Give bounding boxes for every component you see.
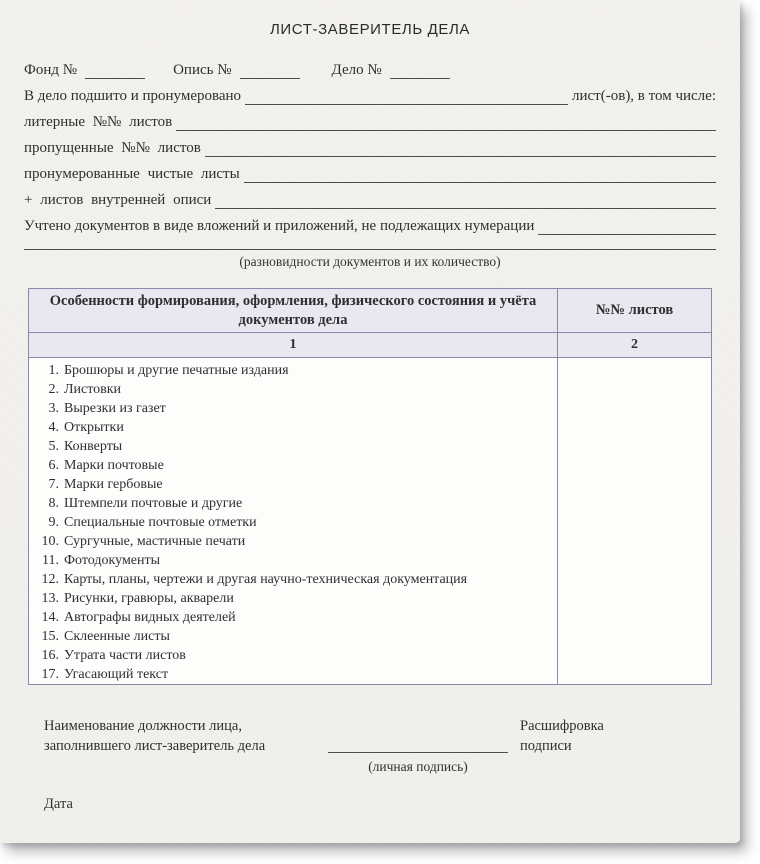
item-text: Сургучные, мастичные печати bbox=[64, 534, 246, 549]
enclosures-continuation-row bbox=[24, 235, 716, 250]
item-text: Открытки bbox=[64, 420, 124, 435]
signature-block bbox=[44, 716, 716, 777]
item-text: Карты, планы, чертежи и другая научно-техническая документация bbox=[64, 572, 468, 587]
item-text: Марки гербовые bbox=[64, 477, 163, 492]
item-text: Автографы видных деятелей bbox=[64, 610, 236, 625]
item-text: Брошюры и другие печатные издания bbox=[64, 363, 289, 378]
table-row bbox=[35, 437, 553, 456]
item-number: 3. bbox=[48, 401, 59, 416]
item-number: 11. bbox=[42, 553, 59, 568]
table-row bbox=[35, 494, 553, 513]
internal-inventory-row bbox=[24, 183, 716, 209]
fond-number-blank bbox=[85, 61, 145, 79]
table-row bbox=[35, 608, 553, 627]
personal-signature-blank bbox=[328, 736, 508, 753]
delo-number-blank bbox=[390, 61, 450, 79]
personal-signature-caption: (личная подпись) bbox=[368, 759, 468, 774]
item-text: Угасающий текст bbox=[64, 667, 169, 682]
item-number: 14. bbox=[41, 610, 59, 625]
item-number: 4. bbox=[48, 420, 59, 435]
column-1-number: 1 bbox=[29, 333, 558, 358]
enclosures-blank bbox=[538, 216, 716, 235]
item-text: Склеенные листы bbox=[64, 629, 170, 644]
item-text: Конверты bbox=[64, 439, 123, 454]
opis-number-blank bbox=[240, 61, 300, 79]
table-row bbox=[35, 399, 553, 418]
features-list-cell bbox=[29, 358, 558, 685]
position-title-line1: Наименование должности лица, bbox=[44, 718, 242, 734]
date-label: Дата bbox=[44, 796, 73, 812]
features-table bbox=[28, 288, 712, 685]
signature-transcript-line1: Расшифровка bbox=[520, 718, 604, 734]
missed-sheets-blank bbox=[205, 138, 716, 157]
sheet-numbers-column-header: №№ листов bbox=[558, 289, 712, 333]
blank-numbered-sheets-blank bbox=[244, 164, 716, 183]
table-row bbox=[35, 532, 553, 551]
sheet-count-prefix: В дело подшито и пронумеровано bbox=[24, 88, 242, 104]
item-text: Штемпели почтовые и другие bbox=[64, 496, 243, 511]
item-number: 15. bbox=[41, 629, 59, 644]
item-number: 12. bbox=[41, 572, 59, 587]
item-number: 8. bbox=[48, 496, 59, 511]
signature-transcript-line2: подписи bbox=[520, 738, 572, 754]
item-text: Вырезки из газет bbox=[64, 401, 166, 416]
item-number: 6. bbox=[48, 458, 59, 473]
fond-number-label: Фонд № bbox=[24, 62, 78, 78]
sheet-numbers-empty-cell bbox=[558, 358, 712, 685]
table-row bbox=[35, 418, 553, 437]
table-row bbox=[35, 456, 553, 475]
item-number: 9. bbox=[48, 515, 59, 530]
item-text: Листовки bbox=[64, 382, 122, 397]
item-number: 13. bbox=[41, 591, 59, 606]
enclosures-label: Учтено документов в виде вложений и приложений, не подлежащих нумерации bbox=[24, 218, 535, 234]
item-number: 17. bbox=[41, 667, 59, 682]
table-row bbox=[35, 646, 553, 665]
table-row bbox=[35, 551, 553, 570]
item-text: Специальные почтовые отметки bbox=[64, 515, 257, 530]
sheet-count-blank bbox=[245, 86, 568, 105]
internal-inventory-blank bbox=[215, 190, 716, 209]
delo-number-label: Дело № bbox=[331, 62, 382, 78]
table-body-row bbox=[29, 358, 712, 685]
features-column-header: Особенности формирования, оформления, физического состояния и учёта документов дела bbox=[29, 289, 558, 333]
table-row bbox=[35, 475, 553, 494]
table-row bbox=[35, 513, 553, 532]
form-content bbox=[0, 21, 740, 864]
column-number-row bbox=[29, 333, 712, 358]
table-row bbox=[35, 589, 553, 608]
table-row bbox=[35, 627, 553, 646]
lettered-sheets-row bbox=[24, 105, 716, 131]
lettered-sheets-label: литерные №№ листов bbox=[24, 114, 173, 130]
item-text: Марки почтовые bbox=[64, 458, 164, 473]
table-row bbox=[35, 380, 553, 399]
position-title-line2: заполнившего лист-заверитель дела bbox=[44, 738, 266, 754]
item-number: 10. bbox=[41, 534, 59, 549]
blank-numbered-sheets-row bbox=[24, 157, 716, 183]
case-reference-row bbox=[24, 55, 716, 79]
sheet-count-suffix: лист(-ов), в том числе: bbox=[572, 88, 716, 104]
item-text: Утрата части листов bbox=[64, 648, 186, 663]
document-title: ЛИСТ-ЗАВЕРИТЕЛЬ ДЕЛА bbox=[269, 21, 470, 38]
item-number: 5. bbox=[48, 439, 59, 454]
item-number: 7. bbox=[48, 477, 59, 492]
features-list bbox=[35, 361, 553, 684]
table-row bbox=[35, 570, 553, 589]
lettered-sheets-blank bbox=[176, 112, 716, 131]
table-row bbox=[35, 665, 553, 684]
sheet-count-row bbox=[24, 79, 716, 105]
table-header-row bbox=[29, 289, 712, 333]
item-number: 2. bbox=[48, 382, 59, 397]
column-2-number: 2 bbox=[558, 333, 712, 358]
blank-numbered-sheets-label: пронумерованные чистые листы bbox=[24, 166, 240, 182]
item-text: Фотодокументы bbox=[64, 553, 161, 568]
item-text: Рисунки, гравюры, акварели bbox=[64, 591, 234, 606]
item-number: 1. bbox=[48, 363, 59, 378]
internal-inventory-label: + листов внутренней описи bbox=[24, 192, 212, 208]
enclosures-continuation-blank bbox=[24, 236, 716, 250]
missed-sheets-label: пропущенные №№ листов bbox=[24, 140, 201, 156]
line-caption: (разновидности документов и их количество) bbox=[239, 254, 501, 269]
missed-sheets-row bbox=[24, 131, 716, 157]
enclosures-row bbox=[24, 209, 716, 235]
opis-number-label: Опись № bbox=[173, 62, 232, 78]
item-number: 16. bbox=[41, 648, 59, 663]
table-row bbox=[35, 361, 553, 380]
